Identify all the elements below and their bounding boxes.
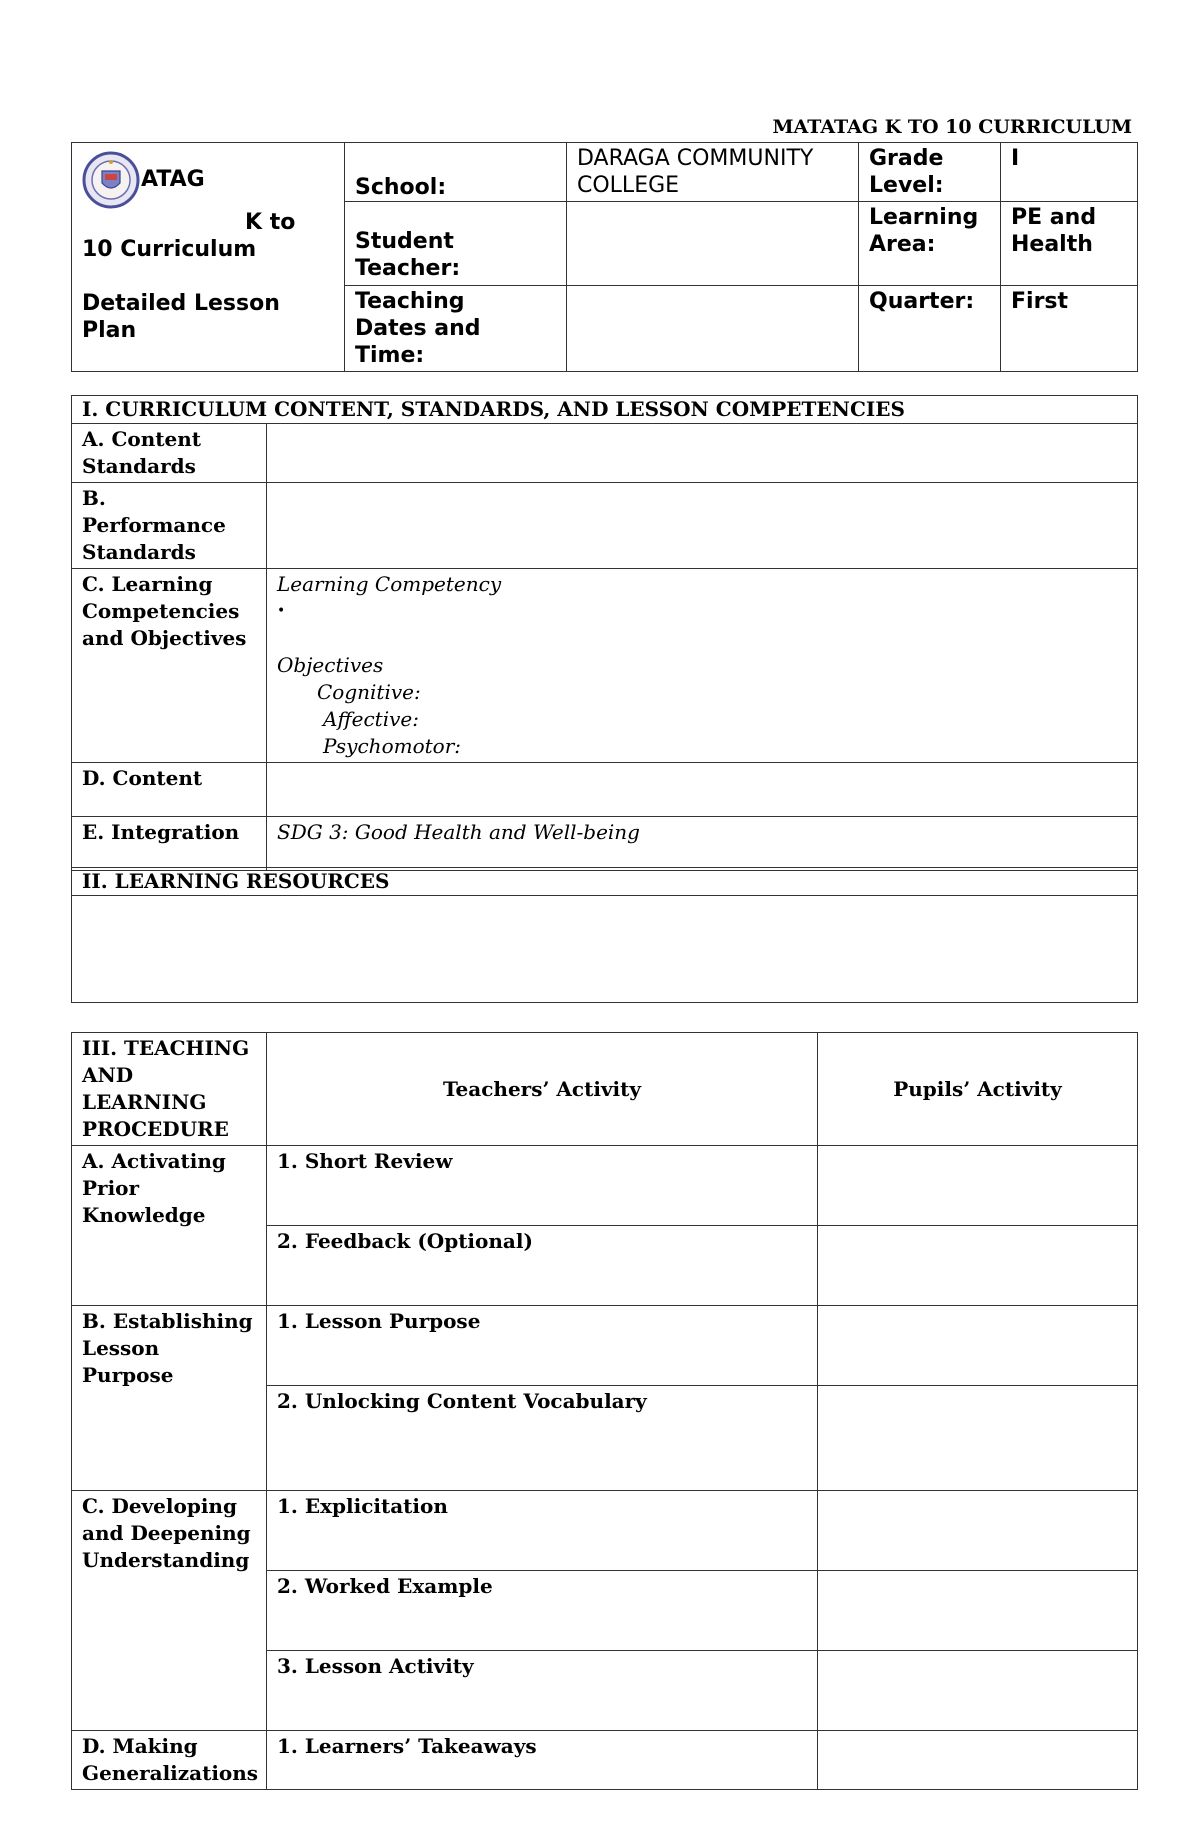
section-1-table <box>71 395 1138 871</box>
activating-prior-knowledge-label: A. Activating Prior Knowledge <box>72 1146 267 1306</box>
learners-takeaways-pupils <box>818 1731 1138 1790</box>
cognitive: Cognitive: <box>317 680 421 704</box>
objectives: Objectives <box>277 653 384 677</box>
school-value: DARAGA COMMUNITY COLLEGE <box>567 143 859 202</box>
student-teacher-value <box>567 202 859 286</box>
developing-understanding-label: C. Developing and Deepening Understanding <box>72 1491 267 1731</box>
making-generalizations-label: D. Making Generalizations <box>72 1731 267 1790</box>
explicitation-pupils <box>818 1491 1138 1571</box>
logo-text-1: ATAG <box>141 167 205 192</box>
section-2-title: II. LEARNING RESOURCES <box>72 868 1138 896</box>
worked-example-pupils <box>818 1571 1138 1651</box>
learning-area-label: Learning Area: <box>859 202 1001 286</box>
lesson-purpose: 1. Lesson Purpose <box>267 1306 818 1386</box>
short-review: 1. Short Review <box>267 1146 818 1226</box>
establishing-lesson-purpose-label: B. Establishing Lesson Purpose <box>72 1306 267 1491</box>
quarter-value: First <box>1001 286 1138 372</box>
competencies-value <box>267 569 1138 763</box>
plan-title-2: Plan <box>82 318 137 343</box>
worked-example: 2. Worked Example <box>267 1571 818 1651</box>
learning-resources-value <box>72 896 1138 1003</box>
performance-standards-value <box>267 483 1138 569</box>
integration-value: SDG 3: Good Health and Well-being <box>267 817 1138 871</box>
lesson-activity: 3. Lesson Activity <box>267 1651 818 1731</box>
learning-competency: Learning Competency <box>277 572 502 596</box>
content-standards-value <box>267 424 1138 483</box>
plan-title-1: Detailed Lesson <box>82 291 280 316</box>
section-2-table <box>71 867 1138 1003</box>
learning-area-value: PE and Health <box>1001 202 1138 286</box>
pupils-activity-header: Pupils’ Activity <box>818 1033 1138 1146</box>
content-label: D. Content <box>72 763 267 817</box>
logo-text-2: K to <box>245 210 296 235</box>
content-value <box>267 763 1138 817</box>
explicitation: 1. Explicitation <box>267 1491 818 1571</box>
student-teacher-label: Student Teacher: <box>345 202 567 286</box>
grade-label: Grade Level: <box>859 143 1001 202</box>
feedback: 2. Feedback (Optional) <box>267 1226 818 1306</box>
section-3-title: III. TEACHING AND LEARNING PROCEDURE <box>72 1033 267 1146</box>
psychomotor: Psychomotor: <box>323 734 461 758</box>
competencies-label: C. Learning Competencies and Objectives <box>72 569 267 763</box>
affective: Affective: <box>323 707 419 731</box>
logo-cell <box>72 143 345 372</box>
unlocking-vocabulary: 2. Unlocking Content Vocabulary <box>267 1386 818 1491</box>
grade-value: I <box>1001 143 1138 202</box>
bullet: • <box>277 603 286 619</box>
quarter-label: Quarter: <box>859 286 1001 372</box>
school-label: School: <box>345 143 567 202</box>
performance-standards-label: B. Performance Standards <box>72 483 267 569</box>
section-1-title: I. CURRICULUM CONTENT, STANDARDS, AND LESSON COMPETENCIES <box>72 396 1138 424</box>
lesson-activity-pupils <box>818 1651 1138 1731</box>
header-table <box>71 142 1138 372</box>
short-review-pupils <box>818 1146 1138 1226</box>
learners-takeaways: 1. Learners’ Takeaways <box>267 1731 818 1790</box>
section-3-table <box>71 1032 1138 1790</box>
unlocking-vocabulary-pupils <box>818 1386 1138 1491</box>
content-standards-label: A. Content Standards <box>72 424 267 483</box>
lesson-purpose-pupils <box>818 1306 1138 1386</box>
logo-text-3: 10 Curriculum <box>82 237 257 262</box>
deped-seal-icon <box>82 151 140 209</box>
teaching-dates-value <box>567 286 859 372</box>
teaching-dates-label: Teaching Dates and Time: <box>345 286 567 372</box>
curriculum-title: MATATAG K TO 10 CURRICULUM <box>772 116 1132 138</box>
integration-label: E. Integration <box>72 817 267 871</box>
teachers-activity-header: Teachers’ Activity <box>267 1033 818 1146</box>
feedback-pupils <box>818 1226 1138 1306</box>
